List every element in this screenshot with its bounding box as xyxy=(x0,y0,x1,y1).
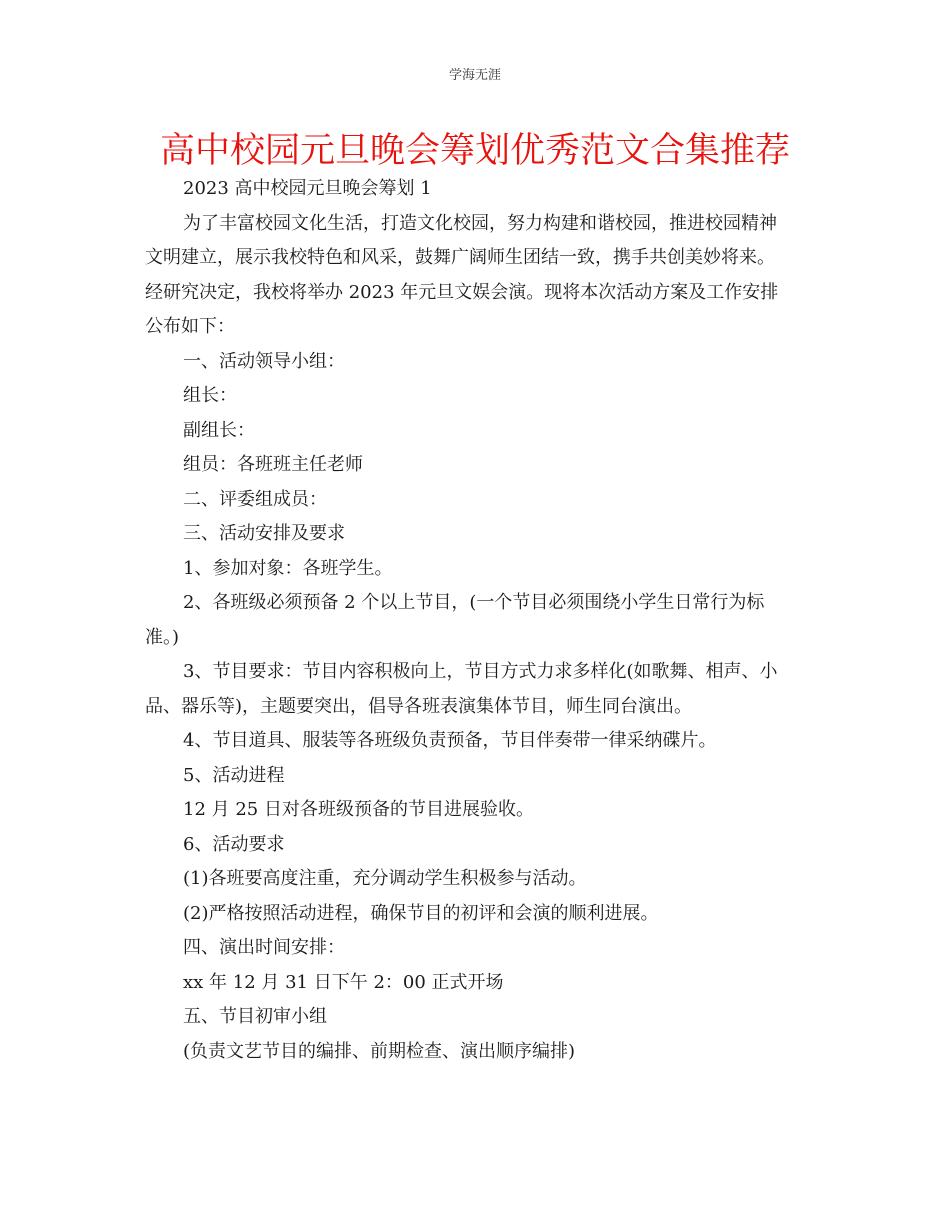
text-line: 6、活动要求 xyxy=(183,833,285,855)
text-line: 文明建立，展示我校特色和风采，鼓舞广阔师生团结一致，携手共创美妙将来。 xyxy=(145,247,775,268)
text-line: 三、活动安排及要求 xyxy=(183,523,345,544)
text-line: 五、节目初审小组 xyxy=(183,1006,327,1027)
page-header: 学海无涯 xyxy=(448,68,501,83)
text-line: 为了丰富校园文化生活，打造文化校园，努力构建和谐校园，推进校园精神 xyxy=(183,212,777,234)
text-line: 组长： xyxy=(183,385,237,406)
document-body xyxy=(145,172,805,1069)
text-line: xx 年 12 月 31 日下午 2：00 正式开场 xyxy=(183,971,504,993)
text-line: 一、活动领导小组： xyxy=(183,350,345,372)
text-line: 经研究决定，我校将举办 2023 年元旦文娱会演。现将本次活动方案及工作安排 xyxy=(145,281,779,303)
text-line: 4、节目道具、服装等各班级负责预备，节目伴奏带一律采纳碟片。 xyxy=(183,730,717,751)
text-line: 5、活动进程 xyxy=(183,764,285,786)
text-line: 1、参加对象：各班学生。 xyxy=(183,557,393,579)
text-line: 准。) xyxy=(145,626,180,648)
text-line: 品、器乐等)，主题要突出，倡导各班表演集体节目，师生同台演出。 xyxy=(145,695,693,717)
text-line: 公布如下： xyxy=(145,316,235,337)
text-line: 副组长： xyxy=(183,419,255,441)
text-line: 3、节目要求：节目内容积极向上，节目方式力求多样化(如歌舞、相声、小 xyxy=(183,661,778,682)
text-line: (负责文艺节目的编排、前期检查、演出顺序编排) xyxy=(183,1040,576,1062)
text-line: 2023 高中校园元旦晚会筹划 1 xyxy=(183,178,432,199)
text-line: 二、评委组成员： xyxy=(183,488,327,510)
text-line: 组员：各班班主任老师 xyxy=(183,454,363,475)
text-line: 12 月 25 日对各班级预备的节目进展验收。 xyxy=(183,799,534,820)
text-line: (1)各班要高度注重，充分调动学生积极参与活动。 xyxy=(183,868,587,889)
text-line: 2、各班级必须预备 2 个以上节目，(一个节目必须围绕小学生日常行为标 xyxy=(183,592,765,613)
text-line: (2)严格按照活动进程，确保节目的初评和会演的顺利进展。 xyxy=(183,902,659,924)
text-line: 四、演出时间安排： xyxy=(183,937,345,958)
document-title: 高中校园元旦晚会筹划优秀范文合集推荐 xyxy=(159,131,790,171)
